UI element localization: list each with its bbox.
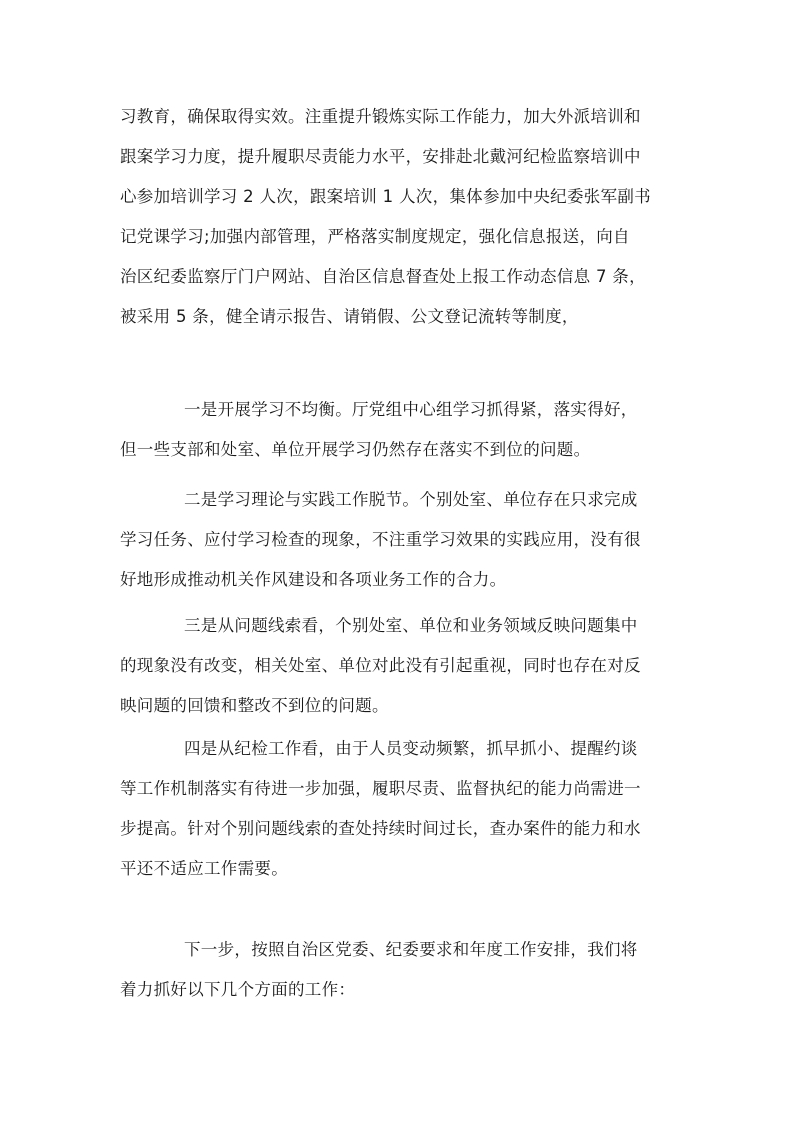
text-line: 治区纪委监察厅门户网站、自治区信息督查处上报工作动态信息 7 条， xyxy=(120,267,646,286)
paragraph-problem-two xyxy=(120,480,676,600)
paragraph-problem-three xyxy=(120,606,676,726)
paragraph-next-steps xyxy=(120,930,676,1010)
text-line: 习教育，确保取得实效。注重提升锻炼实际工作能力，加大外派培训和 xyxy=(120,107,641,126)
text-line: 等工作机制落实有待进一步加强，履职尽责、监督执纪的能力尚需进一 xyxy=(120,779,641,798)
text-line: 心参加培训学习 2 人次，跟案培训 1 人次，集体参加中央纪委张军副书 xyxy=(120,187,651,206)
text-line: 记党课学习;加强内部管理，严格落实制度规定，强化信息报送，向自 xyxy=(120,227,630,246)
text-line: 下一步，按照自治区党委、纪委要求和年度工作安排，我们将 xyxy=(184,940,638,959)
text-line: 映问题的回馈和整改不到位的问题。 xyxy=(120,696,389,715)
text-line: 着力抓好以下几个方面的工作： xyxy=(120,980,356,999)
paragraph-problem-one xyxy=(120,390,676,470)
text-line: 三是从问题线索看，个别处室、单位和业务领域反映问题集中 xyxy=(184,616,638,635)
paragraph-problem-four xyxy=(120,729,676,889)
text-line: 四是从纪检工作看，由于人员变动频繁，抓早抓小、提醒约谈 xyxy=(184,739,638,758)
text-line: 但一些支部和处室、单位开展学习仍然存在落实不到位的问题。 xyxy=(120,440,591,459)
text-line: 学习任务、应付学习检查的现象，不注重学习效果的实践应用，没有很 xyxy=(120,530,641,549)
paragraph-work-summary xyxy=(120,97,676,337)
text-line: 的现象没有改变，相关处室、单位对此没有引起重视，同时也存在对反 xyxy=(120,656,641,675)
text-line: 二是学习理论与实践工作脱节。个别处室、单位存在只求完成 xyxy=(184,490,638,509)
text-line: 一是开展学习不均衡。厅党组中心组学习抓得紧，落实得好， xyxy=(184,400,638,419)
text-line: 被采用 5 条，健全请示报告、请销假、公文登记流转等制度， xyxy=(120,307,579,326)
text-line: 好地形成推动机关作风建设和各项业务工作的合力。 xyxy=(120,570,507,589)
text-line: 跟案学习力度，提升履职尽责能力水平，安排赴北戴河纪检监察培训中 xyxy=(120,147,641,166)
text-line: 步提高。针对个别问题线索的查处持续时间过长，查办案件的能力和水 xyxy=(120,819,641,838)
text-line: 平还不适应工作需要。 xyxy=(120,859,288,878)
